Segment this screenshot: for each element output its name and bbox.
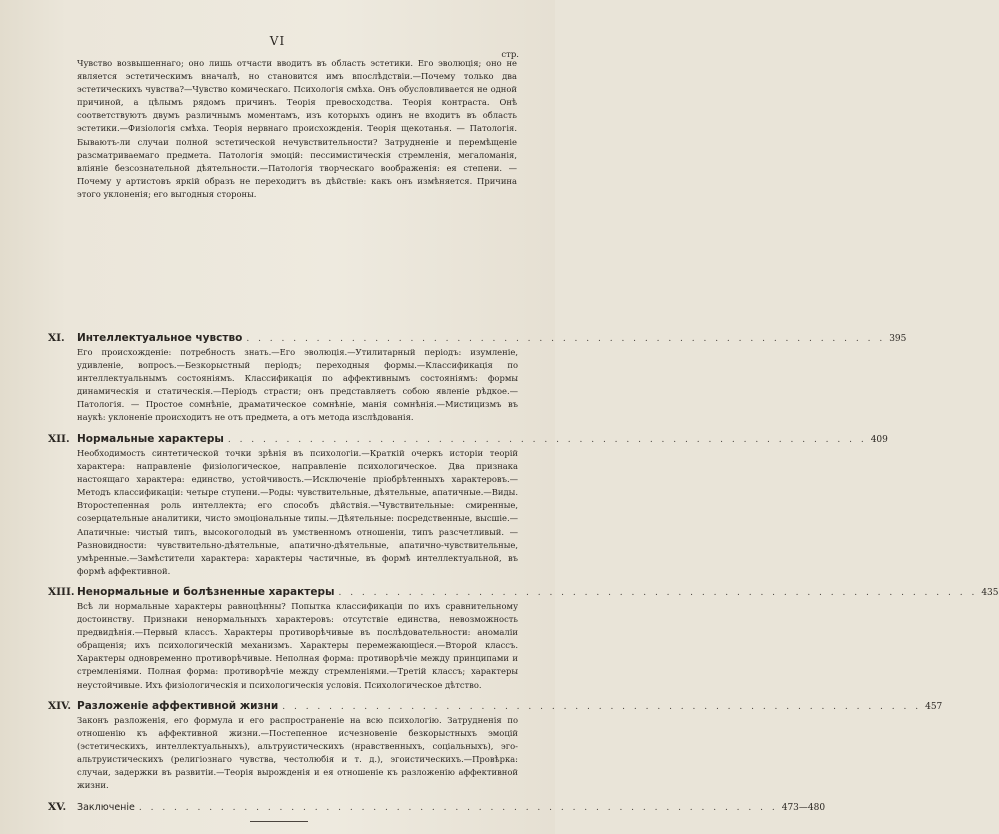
dot-leader: . . . . . . . . . . . . . . . . . . . . . . . . . . . . . . . . . . . . . . . . . . . . . . . . . . . . . . . [246, 334, 886, 344]
toc-heading [48, 433, 888, 447]
toc-heading [48, 700, 943, 714]
intro-text: Чувство возвышеннаго; оно лишь отчасти вводитъ въ область эстетики. Его эволюція; оно не является эстетическимъ вначалѣ, но становится имъ впослѣдствіи.—Почему только два эстетическихъ чувства?—Чувство комическаго. Психологія смѣха. Онъ обусловливается не одной причиной, а цѣлымъ рядомъ причинъ. Теорія превосходства. Теорія контраста. Онѣ соответствуютъ двумъ различнымъ моментамъ, изъ которыхъ одинъ не входитъ въ область эстетики.—Физіологія смѣха. Теорія нервнаго происхожденія. Теорія щекотанья. — Патологія. Бываютъ-ли случаи полной эстетической нечувствительности? Затрудненіе и перемѣщеніе разсматриваемаго предмета. Патологія эмоцій: пессимистическія стремленія, мегаломанія, вліяніе безсознательной дѣятельности.—Патологія творческаго воображенія: ея степени. — Почему у артистовъ яркій образъ не переходитъ въ дѣйствіе: какъ онъ измѣняется. Причина этого уклоненія; его выгодныя стороны. [77, 58, 517, 199]
section-title: Заключеніе [77, 802, 135, 813]
section-title: Интеллектуальное чувство [77, 332, 243, 344]
section-summary: Необходимость синтетической точки зрѣнія въ психологіи.—Краткій очеркъ исторіи теорій характера: направленіе физіологическое, направленіе психологическое. Два признака настоящаго характера: единство, устойчивость.—Исключеніе пріобрѣтенныхъ характеровъ.—Методъ классификаціи: четыре ступени.—Роды: чувствительные, дѣятельные, апатичные.—Виды. Второстепенная роль интеллекта; его способъ дѣйствія.—Чувствительные: смиренные, созерцательные аналитики, чисто эмоціональные типы.—Дѣятельные: посредственные, высшіе.—Апатичные: чистый типъ, высокоголодый въ умственномъ отношеніи, типъ разсчетливый. —Разновидности: чувствительно-дѣятельные, апатично-дѣятельные, апатично-чувствительные, умѣренные.—Замѣстители характера: характеры частичные, въ формѣ интеллектуальной, въ формѣ аффективной. [77, 448, 518, 576]
toc-section-xiii [48, 586, 999, 692]
toc-conclusion [48, 801, 826, 815]
section-summary: Его происхожденіе: потребность знать.—Его эволюція.—Утилитарный періодъ: изумленіе, удивленіе, вопросъ.—Безкорыстный періодъ; переходныя формы.—Классификація по интеллектуальнымъ состояніямъ. Классификація по аффективнымъ состояніямъ: формы динамическія и статическія.—Періодъ страсти; онъ представляетъ собою явленіе рѣдкое.—Патологія. — Простое сомнѣніе, драматическое сомнѣніе, манія сомнѣнія.—Мистицизмъ въ наукѣ: уклоненіе происходитъ не отъ предмета, а отъ метода изслѣдованія. [77, 347, 518, 423]
dot-leader: . . . . . . . . . . . . . . . . . . . . . . . . . . . . . . . . . . . . . . . . . . . . . . . . . . . . . . . [227, 435, 867, 445]
section-page-number: 409 [870, 435, 888, 445]
toc-heading [48, 332, 907, 346]
page-roman-numeral: VI [269, 34, 286, 48]
section-number: XII. [48, 433, 70, 445]
dot-leader: . . . . . . . . . . . . . . . . . . . . . . . . . . . . . . . . . . . . . . . . . . . . . . . . . . . . . . . [282, 702, 922, 712]
section-number: XI. [48, 332, 65, 344]
section-summary: Всѣ ли нормальные характеры равноцѣнны? Попытка классификаціи по ихъ сравнительному достоинству. Признаки ненормальныхъ характеровъ: отсутствіе единства, невозможность предвидѣнія.—Первый классъ. Характеры противорѣчивые въ послѣдовательности: аномаліи обращенія; ихъ психологическій механизмъ. Характеры перемежающіеся.—Второй классъ. Характеры одновременно противорѣчивые. Неполная форма: противорѣчіе между принципами и стремленіями. Полная форма: противорѣчіе между стремленіями.—Третій классъ; характеры неустойчивые. Ихъ физіологическія и психологическія условія. Психологическое дѣтство. [77, 601, 518, 690]
toc-section-xi [48, 332, 907, 425]
intro-paragraph [77, 57, 517, 327]
section-title: Нормальные характеры [77, 433, 224, 445]
toc-section-xiv [48, 700, 943, 793]
dot-leader: . . . . . . . . . . . . . . . . . . . . . . . . . . . . . . . . . . . . . . . . . . . . . . . . . . . . . . . [138, 803, 778, 813]
section-title: Ненормальные и болѣзненные характеры [77, 586, 335, 598]
section-page-number: 395 [889, 334, 907, 344]
section-summary: Законъ разложенія, его формула и его распространеніе на всю психологію. Затрудненія по отношенію къ аффективной жизни.—Постепенное исчезновеніе безкорыстныхъ эмоцій (эстетическихъ, интеллектуальныхъ), альтруистическихъ (нравственныхъ, соціальныхъ), эго-альтруистическихъ (религіознаго чувства, честолюбія и т. д.), эгоистическихъ.—Провѣрка: случаи, задержки въ развитіи.—Теорія вырожденія и ея отношеніе къ разложенію аффективной жизни. [77, 715, 518, 791]
column-label: стр. [501, 50, 519, 60]
section-page-number: 457 [925, 702, 943, 712]
toc-heading [48, 586, 999, 600]
toc-heading [48, 801, 826, 815]
section-title: Разложеніе аффективной жизни [77, 700, 279, 712]
section-number: XIV. [48, 700, 72, 712]
closing-rule [250, 821, 308, 822]
toc-section-xii [48, 433, 888, 578]
section-number: XV. [48, 801, 67, 813]
section-page-number: 435 [981, 588, 999, 598]
section-number: XIII. [48, 586, 75, 598]
dot-leader: . . . . . . . . . . . . . . . . . . . . . . . . . . . . . . . . . . . . . . . . . . . . . . . . . . . . . . . [338, 588, 978, 598]
section-page-range: 473—480 [781, 803, 826, 813]
